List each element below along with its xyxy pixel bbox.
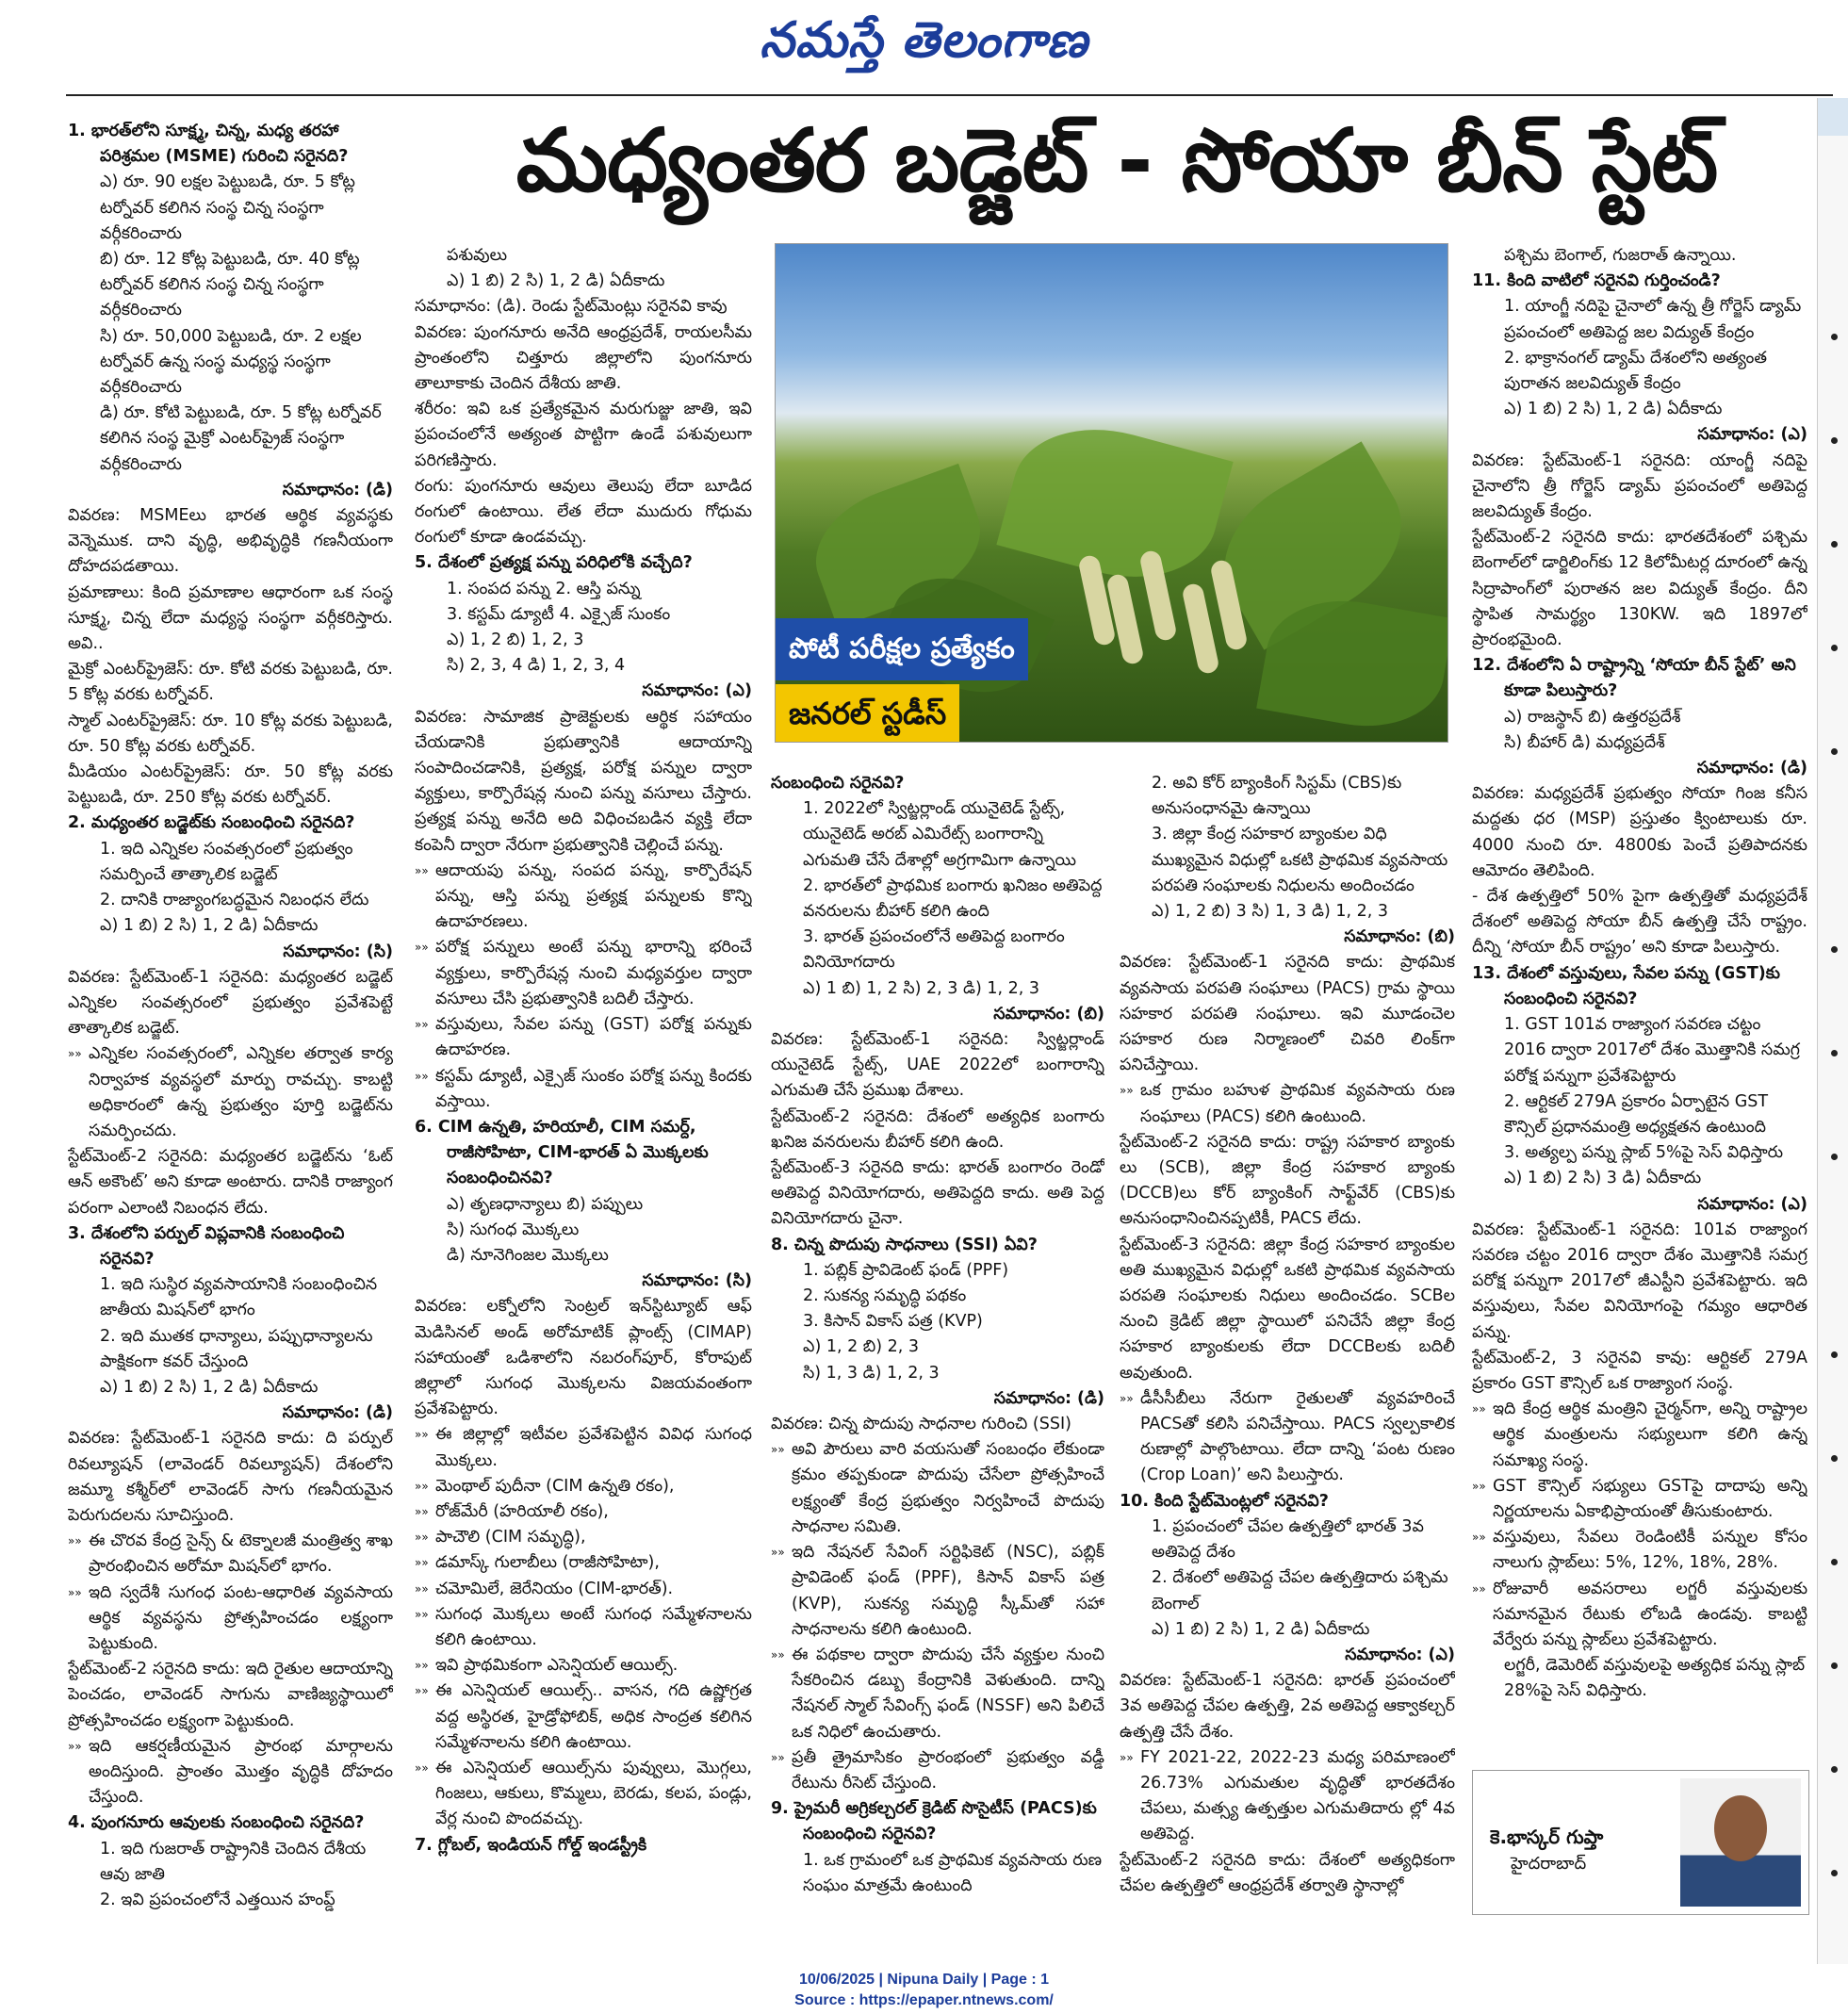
explanation-line: »» అవి పౌరులు వారి వయసుతో సంబంధం లేకుండా క్రమం తప్పకుండా పొదుపు చేసేలా ప్రోత్సహించే లక్ష్యంతో కేంద్ర ప్రభుత్వం నిర్వహించే పొదుపు సాధనాల సమితి.	[771, 1437, 1104, 1540]
explanation-line: వివరణ: స్టేట్‌మెంట్-1 సరైనది కాదు: ప్రాథమిక వ్యవసాయ పరపతి సంఘాలు (PACS) గ్రామ స్థాయి సహకార పరపతి సంఘాలు. ఇవి మూడంచెల సహకార రుణ నిర్మాణంలో చివరి లింక్‌గా పనిచేస్తాయి.	[1120, 953, 1455, 1075]
explanation-line: సమాధానం: (డి). రెండు స్టేట్‌మెంట్లు సరైనవి కావు	[415, 297, 728, 317]
option-line: 3. కిసాన్ వికాస్ పత్ర (KVP)	[803, 1312, 983, 1332]
explanation-line: వివరణ: సామాజిక ప్రాజెక్టులకు ఆర్థిక సహాయం చేయడానికి ప్రభుత్వానికి ఆదాయాన్ని సంపాదించడానికి, ప్రత్యక్ష, పరోక్ష పన్నుల ద్వారా వ్యక్తులు, కార్పొరేషన్ల నుంచి పన్ను వసూలు చేస్తారు. ప్రత్యక్ష పన్ను అనేది అది విధించబడిన వ్యక్తి లేదా కంపెనీ ద్వారా నేరుగా ప్రభుత్వానికి చెల్లించే పన్ను.	[415, 707, 752, 855]
option-line: పశువులు	[447, 246, 508, 265]
option-line: ఎ) 1 బి) 1, 2 సి) 2, 3 డి) 1, 2, 3	[803, 978, 1039, 998]
explanation-line: »» ఇది స్వదేశీ సుగంధ పంట-ఆధారిత వ్యవసాయ ఆర్థిక వ్యవస్థను ప్రోత్సహించడం లక్ష్యంగా పెట్టుకుంది.	[68, 1580, 393, 1658]
explanation-line: మైక్రో ఎంటర్‌ప్రైజెస్: రూ. కోటి వరకు పెట్టుబడి, రూ. 5 కోట్ల వరకు టర్నోవర్.	[68, 660, 393, 705]
masthead	[0, 0, 1848, 92]
explanation-line: మీడియం ఎంటర్‌ప్రైజెస్: రూ. 50 కోట్ల వరకు పెట్టుబడి, రూ. 250 కోట్ల వరకు టర్నోవర్.	[68, 762, 393, 808]
option-line: ఎ) 1 బి) 2 సి) 1, 2 డి) ఏదీకాదు	[447, 271, 665, 291]
question: 12. దేశంలోని ఏ రాష్ట్రాన్ని ‘సోయా బీన్ స్టేట్’ అని కూడా పిలుస్తారు?	[1472, 656, 1796, 701]
explanation-line: »» వస్తువులు, సేవలు రెండింటికీ పన్నుల కోసం నాలుగు స్లాబ్‌లు: 5%, 12%, 18%, 28%.	[1472, 1525, 1807, 1576]
explanation-line: »» ప్రతీ త్రైమాసికం ప్రారంభంలో ప్రభుత్వం వడ్డీ రేటును రీసెట్ చేస్తుంది.	[771, 1745, 1104, 1796]
answer: సమాధానం: (సి)	[642, 1271, 752, 1291]
column-3	[771, 771, 1104, 1921]
option-line: 1. 2022లో స్విట్జర్లాండ్ యునైటెడ్ స్టేట్స్, యునైటెడ్ అరబ్ ఎమిరేట్స్ బంగారాన్ని ఎగుమతి చేసే దేశాల్లో అగ్రగామిగా ఉన్నాయి	[803, 799, 1076, 870]
footer	[0, 1970, 1848, 2011]
explanation-line: »» ఈ చొరవ కేంద్ర సైన్స్ & టెక్నాలజీ మంత్రిత్వ శాఖ ప్రారంభించిన అరోమా మిషన్‌లో భాగం.	[68, 1529, 393, 1580]
question: 3. దేశంలోని పర్పుల్ విప్లవానికి సంబంధించి సరైనవి?	[68, 1223, 345, 1269]
explanation-line: రంగు: పుంగనూరు ఆవులు తెలుపు లేదా బూడిద రంగులో ఉంటాయి. లేత లేదా ముదురు గోధుమ రంగులో కూడా ఉండవచ్చు.	[415, 476, 752, 548]
explanation-line: »» మెంథాల్ పుదీనా (CIM ఉన్నతి రకం),	[415, 1474, 752, 1499]
explanation-line: వివరణ: మధ్యప్రదేశ్ ప్రభుత్వం సోయా గింజ కనీస మద్దతు ధర (MSP) ప్రస్తుతం క్వింటాలుకు రూ. 4000 నుంచి రూ. 4800కు పెంచే ప్రతిపాదనకు ఆమోదం తెలిపింది.	[1472, 784, 1807, 880]
option-line: 2. దేశంలో అతిపెద్ద చేపల ఉత్పత్తిదారు పశ్చిమ బెంగాల్	[1152, 1568, 1448, 1613]
explanation-line: వివరణ: స్టేట్‌మెంట్-1 సరైనది: మధ్యంతర బడ్జెట్ ఎన్నికల సంవత్సరంలో ప్రభుత్వం ప్రవేశపెట్టే తాత్కాలిక బడ్జెట్.	[68, 967, 393, 1039]
question: 2. మధ్యంతర బడ్జెట్‌కు సంబంధించి సరైనది?	[68, 813, 355, 833]
explanation-line: స్టేట్‌మెంట్-2 సరైనది కాదు: దేశంలో అత్యధికంగా చేపల ఉత్పత్తిలో ఆంధ్రప్రదేశ్ తర్వాతి స్థానాల్లో	[1120, 1850, 1455, 1895]
explanation-line: వివరణ: చిన్న పొదుపు సాధనాల గురించి (SSI)	[771, 1415, 1071, 1434]
author-photo	[1680, 1778, 1801, 1907]
question: 11. కింది వాటిలో సరైనవి గుర్తించండి?	[1472, 271, 1721, 291]
option-line: 1. ఇది గుజరాత్ రాష్ట్రానికి చెందిన దేశీయ ఆవు జాతి	[100, 1839, 367, 1884]
option-line: 1. పబ్లిక్ ప్రావిడెంట్ ఫండ్ (PPF)	[803, 1260, 1009, 1280]
option-line: 1. సంపద పన్ను 2. ఆస్తి పన్ను	[447, 579, 641, 598]
option-line: 3. భారత్ ప్రపంచంలోనే అతిపెద్ద బంగారం వినియోగదారు	[803, 927, 1065, 973]
column-1	[68, 119, 393, 1919]
option-line: ఎ) 1 బి) 2 సి) 3 డి) ఏదీకాదు	[1504, 1169, 1702, 1188]
footer-source-line: Source : https://epaper.ntnews.com/	[794, 1992, 1054, 2008]
explanation-line: »» ఈ ఎసెన్షియల్ ఆయిల్స్‌ను పువ్వులు, మొగ్గలు, గింజలు, ఆకులు, కొమ్మలు, బెరడు, కలప, పండ్లు, వేర్ల నుంచి పొందవచ్చు.	[415, 1756, 752, 1833]
explanation-line: స్టేట్‌మెంట్-2 సరైనది కాదు: ఇది రైతుల ఆదాయాన్ని పెంచడం, లావెండర్ సాగును వాణిజ్యస్థాయిలో ప్రోత్సహించడం లక్ష్యంగా పెట్టుకుంది.	[68, 1660, 393, 1730]
explanation-line: »» GST కౌన్సిల్ సభ్యులు GSTపై దాదాపు అన్ని నిర్ణయాలను ఏకాభిప్రాయంతో తీసుకుంటారు.	[1472, 1474, 1807, 1525]
option-line: 3. జిల్లా కేంద్ర సహకార బ్యాంకుల విధి ముఖ్యమైన విధుల్లో ఒకటి ప్రాథమిక వ్యవసాయ పరపతి సంఘాలకు నిధులను అందించడం	[1152, 825, 1448, 895]
option-line: 2. ఇది ముతక ధాన్యాలు, పప్పుధాన్యాలను పాక్షికంగా కవర్ చేస్తుంది	[100, 1326, 373, 1371]
answer: సమాధానం: (డి)	[993, 1388, 1104, 1408]
explanation-line: »» రోజ్‌మేరీ (హరియాలీ రకం),	[415, 1499, 752, 1525]
author-name: కె.భాస్కర్ గుప్తా	[1490, 1826, 1604, 1848]
explanation-line: స్టేట్‌మెంట్-2 సరైనది: మధ్యంతర బడ్జెట్‌ను ‘ఓట్ ఆన్ అకౌంట్’ అని కూడా అంటారు. దానికి రాజ్యాంగ పరంగా ఎలాంటి నిబంధన లేదు.	[68, 1147, 393, 1218]
explanation-line: స్టేట్‌మెంట్-2, 3 సరైనవి కావు: ఆర్టికల్ 279A ప్రకారం GST కౌన్సిల్ ఒక రాజ్యాంగ సంస్థ.	[1472, 1348, 1807, 1393]
explanation-line: స్టేట్‌మెంట్-3 సరైనది: జిల్లా కేంద్ర సహకార బ్యాంకుల అతి ముఖ్యమైన విధుల్లో ఒకటి ప్రాథమిక వ్యవసాయ పరపతి సంఘాలకు నిధులు అందించడం. SCBల నుంచి క్రెడిట్ జిల్లా స్థాయిలో పనిచేసే జిల్లా కేంద్ర సహకార బ్యాంకులకు లేదా DCCBలకు బదిలీ అవుతుంది.	[1120, 1235, 1455, 1383]
explanation-line: స్మాల్ ఎంటర్‌ప్రైజెస్: రూ. 10 కోట్ల వరకు పెట్టుబడి, రూ. 50 కోట్ల వరకు టర్నోవర్.	[68, 711, 393, 756]
answer: సమాధానం: (ఎ)	[1345, 1645, 1455, 1664]
answer: సమాధానం: (డి)	[1696, 759, 1807, 778]
explanation-line: »» ఇవి ప్రాథమికంగా ఎసెన్షియల్ ఆయిల్స్.	[415, 1653, 752, 1678]
answer: సమాధానం: (బి)	[1344, 927, 1455, 947]
answer: సమాధానం: (డి)	[282, 480, 393, 499]
option-line: ఎ) తృణధాన్యాలు బి) పప్పులు	[447, 1194, 644, 1214]
explanation-line: »» కస్టమ్ డ్యూటీ, ఎక్సైజ్ సుంకం పరోక్ష పన్ను కిందకు వస్తాయి.	[415, 1064, 752, 1115]
column-2	[415, 243, 752, 1921]
option-line: ఎ) 1 బి) 2 సి) 1, 2 డి) ఏదీకాదు	[1504, 400, 1723, 419]
explanation-line: »» వస్తువులు, సేవల పన్ను (GST) పరోక్ష పన్నుకు ఉదాహరణ.	[415, 1012, 752, 1063]
option-line: ఎ) 1, 2 బి) 2, 3	[803, 1337, 920, 1357]
question: 10. కింది స్టేట్‌మెంట్లలో సరైనవి?	[1120, 1491, 1329, 1511]
option-line: ఎ) 1 బి) 2 సి) 1, 2 డి) ఏదీకాదు	[1152, 1619, 1370, 1639]
option-line: సి) సుగంధ మొక్కలు	[447, 1220, 580, 1239]
competitive-exams-badge: పోటీ పరీక్షల ప్రత్యేకం	[776, 618, 1028, 680]
explanation-line: »» ఈ పథకాల ద్వారా పొదుపు చేసే వ్యక్తుల నుంచి సేకరించిన డబ్బు కేంద్రానికి వెళుతుంది. దాన్ని నేషనల్ స్మాల్ సేవింగ్స్ ఫండ్ (NSSF) అని పిలిచే ఒక నిధిలో ఉంచుతారు.	[771, 1643, 1104, 1745]
explanation-line: »» డీసీసీబీలు నేరుగా రైతులతో వ్యవహరించే PACSతో కలిసి పనిచేస్తాయి. PACS స్వల్పకాలిక రుణాల్లో పాల్గొంటాయి. లేదా దాన్ని ‘పంట రుణం (Crop Loan)’ అని పిలుస్తారు.	[1120, 1386, 1455, 1489]
column-5	[1472, 243, 1807, 1760]
option-line: 1. ప్రపంచంలో చేపల ఉత్పత్తిలో భారత్ 3వ అతిపెద్ద దేశం	[1152, 1516, 1424, 1563]
article-headline: మధ్యంతర బడ్జెట్ - సోయా బీన్ స్టేట్	[515, 110, 1718, 211]
answer: సమాధానం: (ఎ)	[642, 681, 752, 701]
explanation-line: వివరణ: స్టేట్‌మెంట్-1 సరైనది: యాంగ్జీ నదిపై చైనాలోని త్రీ గోర్జెస్ డ్యామ్ ప్రపంచంలో అతిపెద్ద జలవిద్యుత్ కేంద్రం.	[1472, 450, 1807, 522]
question: 8. చిన్న పొదుపు సాధనాలు (SSI) ఏవి?	[771, 1235, 1038, 1254]
explanation-line: స్టేట్‌మెంట్-3 సరైనది కాదు: భారత్ బంగారం రెండో అతిపెద్ద వినియోగదారు, అతిపెద్దది కాదు. అతి పెద్ద వినియోగదారు చైనా.	[771, 1158, 1104, 1229]
author-city: హైదరాబాద్	[1511, 1854, 1587, 1874]
explanation-line: »» చమోమిలే, జెరేనియం (CIM-భారత్).	[415, 1577, 752, 1602]
question: 13. దేశంలో వస్తువులు, సేవల పన్ను (GST)కు సంబంధించి సరైనవి?	[1472, 963, 1780, 1008]
footer-date-line: 10/06/2025 | Nipuna Daily | Page : 1	[798, 1972, 1050, 1988]
option-line: 1. ఇది ఎన్నికల సంవత్సరంలో ప్రభుత్వం సమర్పించే తాత్కాలిక బడ్జెట్	[100, 839, 353, 884]
question: 4. పుంగనూరు ఆవులకు సంబంధించి సరైనది?	[68, 1813, 365, 1833]
question: 7. గ్లోబల్, ఇండియన్ గోల్డ్ ఇండస్ట్రీకి	[415, 1835, 647, 1855]
option-line: 1. GST 101వ రాజ్యాంగ సవరణ చట్టం 2016 ద్వారా 2017లో దేశం మొత్తానికి సమగ్ర పరోక్ష పన్నుగా ప్రవేశపెట్టారు	[1504, 1015, 1800, 1086]
author-box	[1472, 1770, 1809, 1915]
option-line: సి) 1, 3 డి) 1, 2, 3	[803, 1363, 940, 1383]
answer: సమాధానం: (ఎ)	[1697, 1194, 1807, 1214]
option-line: పశ్చిమ బెంగాల్, గుజరాత్ ఉన్నాయి.	[1504, 246, 1737, 265]
question: 6. CIM ఉన్నతి, హరియాలీ, CIM సమర్ద్, రాజీసోహిటా, CIM-భారత్ ఏ మొక్కలకు సంబంధించినవి?	[415, 1117, 709, 1188]
option-line: డి) నూనెగింజల మొక్కలు	[447, 1245, 609, 1265]
option-line: సి) 2, 3, 4 డి) 1, 2, 3, 4	[447, 656, 626, 676]
column-4	[1120, 771, 1455, 1921]
explanation-line: »» పాచౌలి (CIM సమృద్ధి),	[415, 1525, 752, 1550]
explanation-line: వివరణ: స్టేట్‌మెంట్-1 సరైనది: భారత్ ప్రపంచంలో 3వ అతిపెద్ద చేపల ఉత్పత్తి, 2వ అతిపెద్ద ఆక్వాకల్చర్ ఉత్పత్తి చేసే దేశం.	[1120, 1671, 1455, 1742]
newspaper-logo: నమస్తే తెలంగాణ	[760, 11, 1088, 69]
explanation-line: వివరణ: పుంగనూరు అనేది ఆంధ్రప్రదేశ్, రాయలసీమ ప్రాంతంలోని చిత్తూరు జిల్లాలోని పుంగనూరు తాలూకాకు చెందిన దేశీయ జాతి.	[415, 322, 752, 394]
explanation-line: »» ఇది ఆకర్షణీయమైన ప్రారంభ మార్గాలను అందిస్తుంది. ప్రాంతం మొత్తం వృద్ధికి దోహదం చేస్తుంది.	[68, 1734, 393, 1811]
explanation-line: »» ఇది నేషనల్ సేవింగ్ సర్టిఫికెట్ (NSC), పబ్లిక్ ప్రావిడెంట్ ఫండ్ (PPF), కిసాన్ వికాస్ పత్ర (KVP), సుకన్య సమృద్ధి స్కీమ్‌తో సహా సాధనాలను కలిగి ఉంటుంది.	[771, 1540, 1104, 1643]
option-line: ఎ) 1 బి) 2 సి) 1, 2 డి) ఏదీకాదు	[100, 916, 319, 936]
option-line: లగ్జరీ, డెమెరిట్ వస్తువులపై అత్యధిక పన్ను స్లాబ్ 28%పై సెస్ విధిస్తారు.	[1504, 1656, 1806, 1701]
explanation-line: »» డమాస్క్ గులాబీలు (రాజీసోహిటా),	[415, 1550, 752, 1576]
explanation-line: వివరణ: స్టేట్‌మెంట్-1 సరైనది: స్విట్జర్లాండ్ యునైటెడ్ స్టేట్స్, UAE 2022లో బంగారాన్ని ఎగుమతి చేసే ప్రముఖ దేశాలు.	[771, 1030, 1104, 1101]
option-line: ఎ) రూ. 90 లక్షల పెట్టుబడి, రూ. 5 కోట్ల టర్నోవర్ కలిగిన సంస్థ చిన్న సంస్థగా వర్గీకరించారు	[100, 172, 355, 243]
explanation-line: వివరణ: స్టేట్‌మెంట్-1 సరైనది: 101వ రాజ్యాంగ సవరణ చట్టం 2016 ద్వారా దేశం మొత్తానికి సమగ్ర పరోక్ష పన్నుగా 2017లో జీఎస్టీని ప్రవేశపెట్టారు. ఇది వస్తువులు, సేవల వినియోగంపై గమ్యం ఆధారిత పన్ను.	[1472, 1220, 1807, 1342]
option-line: 2. భాక్రానంగల్ డ్యామ్ దేశంలోని అత్యంత పురాతన జలవిద్యుత్ కేంద్రం	[1504, 348, 1767, 394]
option-line: డి) రూ. కోటి పెట్టుబడి, రూ. 5 కోట్ల టర్నోవర్ కలిగిన సంస్థ మైక్రో ఎంటర్‌ప్రైజ్ సంస్థగా వర్గీకరించారు	[100, 403, 382, 474]
explanation-line: »» ఎన్నికల సంవత్సరంలో, ఎన్నికల తర్వాత కార్య నిర్వాహక వ్యవస్థలో మార్పు రావచ్చు. కాబట్టి అధికారంలో ఉన్న ప్రభుత్వం పూర్తి బడ్జెట్‌ను సమర్పించదు.	[68, 1041, 393, 1144]
option-line: సి) బీహార్ డి) మధ్యప్రదేశ్	[1504, 732, 1665, 752]
option-line: సి) రూ. 50,000 పెట్టుబడి, రూ. 2 లక్షల టర్నోవర్ ఉన్న సంస్థ మధ్యస్థ సంస్థగా వర్గీకరించారు	[100, 326, 362, 398]
explanation-line: స్టేట్‌మెంట్-2 సరైనది కాదు: రాష్ట్ర సహకార బ్యాంకు లు (SCB), జిల్లా కేంద్ర సహకార బ్యాంకు (DCCB)లు కోర్ బ్యాంకింగ్ సాఫ్ట్‌వేర్ (CBS)కు అనుసంధానించినప్పటికీ, PACS లేదు.	[1120, 1132, 1455, 1229]
option-line: ఎ) 1 బి) 2 సి) 1, 2 డి) ఏదీకాదు	[100, 1377, 319, 1397]
question: 1. భారత్‌లోని సూక్ష్మ, చిన్న, మధ్య తరహా పరిశ్రమల (MSME) గురించి సరైనది?	[68, 122, 349, 167]
option-line: 3. అత్యల్ప పన్ను స్లాబ్ 5%పై సెస్ విధిస్తారు	[1504, 1143, 1784, 1163]
explanation-line: »» ఒక గ్రామం బహుళ ప్రాథమిక వ్యవసాయ రుణ సంఘాలు (PACS) కలిగి ఉంటుంది.	[1120, 1078, 1455, 1129]
explanation-line: ప్రమాణాలు: కింది ప్రమాణాల ఆధారంగా ఒక సంస్థ సూక్ష్మ, చిన్న లేదా మధ్యస్థ సంస్థగా వర్గీకరిస్తారు. అవి..	[68, 582, 393, 654]
answer: సమాధానం: (సి)	[283, 942, 393, 961]
explanation-line: వివరణ: స్టేట్‌మెంట్-1 సరైనది కాదు: ది పర్పుల్ రివల్యూషన్ (లావెండర్ రివల్యూషన్) దేశంలోని జమ్మూ కశ్మీర్‌లో లావెండర్ సాగు గణనీయమైన పెరుగుదలను సూచిస్తుంది.	[68, 1429, 393, 1525]
option-line: బి) రూ. 12 కోట్ల పెట్టుబడి, రూ. 40 కోట్ల టర్నోవర్ కలిగిన సంస్థ చిన్న సంస్థగా వర్గీకరించారు	[100, 250, 360, 320]
question: 9. ప్రైమరీ అగ్రికల్చరల్ క్రెడిట్ సొసైటీస్ (PACS)కు సంబంధించి సరైనవి?	[771, 1799, 1097, 1844]
option-line: 1. ఒక గ్రామంలో ఒక ప్రాథమిక వ్యవసాయ రుణ సంఘం మాత్రమే ఉంటుంది	[803, 1850, 1103, 1895]
answer: సమాధానం: (ఎ)	[1697, 425, 1807, 445]
explanation-line: »» ఇది కేంద్ర ఆర్థిక మంత్రిని చైర్మన్‌గా, అన్ని రాష్ట్రాల ఆర్థిక మంత్రులను సభ్యులుగా కలిగి ఉన్న సమాఖ్య సంస్థ.	[1472, 1397, 1807, 1474]
option-line: 2. అవి కోర్ బ్యాంకింగ్ సిస్టమ్ (CBS)కు అనుసంధానమై ఉన్నాయి	[1152, 774, 1402, 819]
explanation-line: వివరణ: MSMEలు భారత ఆర్థిక వ్యవస్థకు వెన్నెముక. దాని వృద్ధి, అభివృద్ధికి గణనీయంగా దోహదపడతాయి.	[68, 506, 393, 577]
option-line: ఎ) 1, 2 బి) 3 సి) 1, 3 డి) 1, 2, 3	[1152, 902, 1388, 922]
soybean-photo	[775, 243, 1448, 743]
explanation-line: స్టేట్‌మెంట్-2 సరైనది: దేశంలో అత్యధిక బంగారు ఖనిజ వనరులను బీహార్ కలిగి ఉంది.	[771, 1106, 1104, 1152]
answer: సమాధానం: (డి)	[282, 1403, 393, 1423]
explanation-line: »» సుగంధ మొక్కలు అంటే సుగంధ సమ్మేళనాలను కలిగి ఉంటాయి.	[415, 1602, 752, 1653]
explanation-line: »» రోజువారీ అవసరాలు లగ్జరీ వస్తువులకు సమానమైన రేటుకు లోబడి ఉండవు. కాబట్టి వేర్వేరు పన్ను స్లాబ్‌లు ప్రవేశపెట్టారు.	[1472, 1577, 1807, 1654]
option-line: 2. భారత్‌లో ప్రాథమిక బంగారు ఖనిజం అతిపెద్ద వనరులను బీహార్ కలిగి ఉంది	[803, 876, 1103, 922]
explanation-line: - దేశ ఉత్పత్తిలో 50% పైగా ఉత్పత్తితో మధ్యప్రదేశ్ దేశంలో అతిపెద్ద సోయా బీన్ ఉత్పత్తి చేసే రాష్ట్రం. దీన్ని ‘సోయా బీన్ రాష్ట్రం’ అని కూడా పిలుస్తారు.	[1472, 887, 1807, 958]
explanation-line: వివరణ: లక్నోలోని సెంట్రల్ ఇన్‌స్టిట్యూట్ ఆఫ్ మెడిసినల్ అండ్ అరోమాటిక్ ప్లాంట్స్ (CIMAP) సహాయంతో ఒడిశాలోని నబరంగ్‌పూర్, కోరాపుట్ జిల్లాలో సుగంధ మొక్కలను విజయవంతంగా ప్రవేశపెట్టారు.	[415, 1297, 752, 1419]
option-line: 2. సుకన్య సమృద్ధి పథకం	[803, 1286, 967, 1306]
explanation-line: »» ఈ ఎసెన్షియల్ ఆయిల్స్.. వాసన, గది ఉష్ణోగ్రత వద్ద అస్థిరత, హైడ్రోఫోబిక్, అధిక సాంద్రత కలిగిన సమ్మేళనాలను కలిగి ఉంటాయి.	[415, 1678, 752, 1756]
side-strip	[1817, 98, 1848, 1964]
general-studies-badge: జనరల్ స్టడీస్	[776, 684, 959, 743]
option-line: 2. దానికి రాజ్యాంగబద్ధమైన నిబంధన లేదు	[100, 891, 369, 910]
option-line: 3. కస్టమ్ డ్యూటీ 4. ఎక్సైజ్ సుంకం	[447, 604, 671, 624]
question: 5. దేశంలో ప్రత్యక్ష పన్ను పరిధిలోకి వచ్చేది?	[415, 553, 693, 573]
explanation-line: »» ఆదాయపు పన్ను, సంపద పన్ను, కార్పొరేషన్ పన్ను, ఆస్తి పన్ను ప్రత్యక్ష పన్నులకు కొన్ని ఉదాహరణలు.	[415, 859, 752, 936]
explanation-line: »» ఈ జిల్లాల్లో ఇటీవల ప్రవేశపెట్టిన వివిధ సుగంధ మొక్కలు.	[415, 1422, 752, 1473]
explanation-line: స్టేట్‌మెంట్-2 సరైనది కాదు: భారతదేశంలో పశ్చిమ బెంగాల్‌లో డార్జిలింగ్‌కు 12 కిలోమీటర్ల దూరంలో ఉన్న సిద్రాపాంగ్‌లో పురాతన జల విద్యుత్ కేంద్రం. దీని స్థాపిత సామర్థ్యం 130KW. ఇది 1897లో ప్రారంభమైంది.	[1472, 528, 1807, 650]
option-line: 1. ఇది సుస్థిర వ్యవసాయానికి సంబంధించిన జాతీయ మిషన్‌లో భాగం	[100, 1275, 378, 1320]
option-line: ఎ) రాజస్థాన్ బి) ఉత్తరప్రదేశ్	[1504, 707, 1681, 727]
option-line: ఎ) 1, 2 బి) 1, 2, 3	[447, 630, 584, 650]
header-rule	[66, 94, 1833, 96]
explanation-line: శరీరం: ఇవి ఒక ప్రత్యేకమైన మరుగుజ్జు జాతి, ఇవి ప్రపంచంలోనే అత్యంత పొట్టిగా ఉండే పశువులుగా పరిగణిస్తారు.	[415, 400, 752, 470]
answer: సమాధానం: (బి)	[993, 1004, 1104, 1023]
explanation-line: »» FY 2021-22, 2022-23 మధ్య పరిమాణంలో 26.73% ఎగుమతుల వృద్ధితో భారతదేశం చేపలు, మత్స్య ఉత్పత్తుల ఎగుమతిదారు ల్లో 4వ అతిపెద్ద.	[1120, 1745, 1455, 1848]
option-line: 1. యాంగ్జీ నదిపై చైనాలో ఉన్న త్రీ గోర్జెస్ డ్యామ్ ప్రపంచంలో అతిపెద్ద జల విద్యుత్ కేంద్రం	[1504, 297, 1802, 342]
option-line: 2. ఆర్టికల్ 279A ప్రకారం ఏర్పాటైన GST కౌన్సిల్ ప్రధానమంత్రి అధ్యక్షతన ఉంటుంది	[1504, 1091, 1769, 1137]
explanation-line: »» పరోక్ష పన్నులు అంటే పన్ను భారాన్ని భరించే వ్యక్తులు, కార్పొరేషన్ల నుంచి మధ్యవర్తుల ద్వారా వసూలు చేసి ప్రభుత్వానికి బదిలీ చేస్తారు.	[415, 935, 752, 1012]
question: సంబంధించి సరైనవి?	[771, 774, 905, 793]
option-line: 2. ఇవి ప్రపంచంలోనే ఎత్తయిన హంప్డ్	[100, 1891, 335, 1910]
